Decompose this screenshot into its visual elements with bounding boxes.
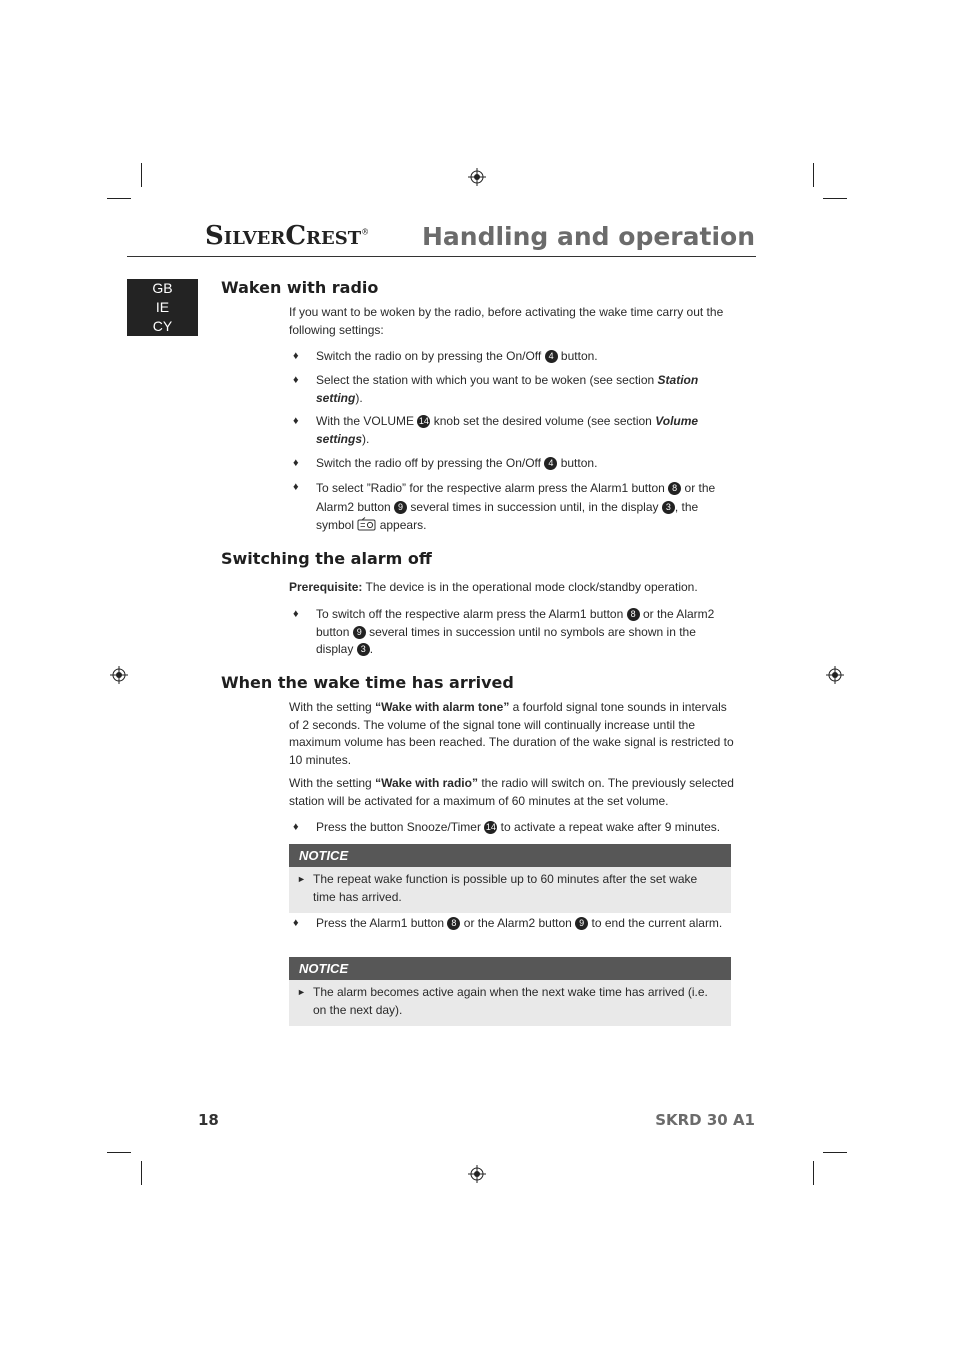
registration-mark-icon [110,666,128,684]
lang-code: GB [152,280,173,296]
list-item: ♦ To switch off the respective alarm press the Alarm1 button 8 or the Alarm2 button 9 several times in succession until no symbols are shown in the display 3 . [293,607,715,656]
notice-text: The alarm becomes active again when the next wake time has arrived (i.e. on the next day). [313,985,708,1017]
crop-mark [823,198,847,199]
callout-number: 14 [418,416,429,426]
list-item: ♦ Press the Alarm1 button 8 or the Alarm2 button 9 to end the current alarm. [289,915,734,933]
page-number: 18 [198,1111,219,1129]
notice-text: The repeat wake function is possible up to 60 minutes after the set wake time has arrived. [313,872,698,904]
lang-code: CY [152,318,173,334]
bullet-diamond-icon: ♦ [293,821,299,833]
arrow-right-icon: ► [297,987,306,997]
radio-symbol-icon [357,517,376,531]
section-intro: If you want to be woken by the radio, before activating the wake time carry out the following settings: [289,305,724,337]
header-divider [127,256,756,257]
section-reference: Volume settings [316,414,699,446]
callout-number: 3 [662,501,675,514]
callout-number: 9 [353,626,366,639]
crop-mark [107,198,131,199]
arrow-right-icon: ► [297,874,306,884]
bullet-diamond-icon: ♦ [293,481,299,493]
bullet-diamond-icon: ♦ [293,608,299,620]
callout-number: 4 [544,457,557,470]
list-item: ♦ To select ”Radio” for the respective alarm press the Alarm1 button 8 or the Alarm2 button 9 several times in succession until, in the display 3 , the symbol appears. [293,481,716,532]
callout-number: 8 [447,917,460,930]
callout-number: 4 [545,350,558,363]
bullet-diamond-icon: ♦ [293,374,299,386]
callout-number: 8 [668,482,681,495]
language-tab [127,279,198,336]
registration-mark-icon [468,1165,486,1183]
section-reference: Station setting [316,373,699,405]
model-number: SKRD 30 A1 [655,1111,755,1129]
bullet-diamond-icon: ♦ [293,350,299,362]
callout-number: 8 [627,608,640,621]
notice-title: NOTICE [289,957,731,980]
paragraph: With the setting “Wake with alarm tone” a fourfold signal tone sounds in intervals of 2 seconds. The volume of the signal tone will continually increase until the maximum volume has been reached. The duration of the wake signal is restricted to 10 minutes. [289,700,734,767]
bullet-diamond-icon: ♦ [293,917,299,929]
crop-mark [813,1161,814,1185]
page-title: Handling and operation [421,222,755,251]
crop-mark [813,163,814,187]
notice-box [289,957,731,1026]
crop-mark [107,1152,131,1153]
callout-number: 3 [357,643,370,656]
crop-mark [823,1152,847,1153]
registration-mark-icon [468,168,486,186]
lang-code: IE [155,299,170,315]
brand-name: SilverCrest [205,221,362,251]
list-item: ♦ Switch the radio on by pressing the On/Off 4 button. [289,348,734,366]
list-item: ♦ Switch the radio off by pressing the On/Off 4 button. [289,455,734,473]
registration-mark-icon [826,666,844,684]
notice-box [289,844,731,913]
callout-number: 14 [485,822,496,832]
section-heading-switching-alarm-off: Switching the alarm off [221,549,432,568]
bullet-diamond-icon: ♦ [293,457,299,469]
list-item: ♦ Select the station with which you want to be woken (see section Station setting). [293,373,699,405]
list-item: ♦ With the VOLUME 14 knob set the desired volume (see section Volume settings). [293,414,699,446]
section-heading-wake-time-arrived: When the wake time has arrived [221,673,514,692]
notice-title: NOTICE [289,844,731,867]
callout-number: 9 [394,501,407,514]
paragraph: With the setting “Wake with radio” the radio will switch on. The previously selected station will be activated for a maximum of 60 minutes at the set volume. [289,776,734,808]
crop-mark [141,1161,142,1185]
bullet-diamond-icon: ♦ [293,415,299,427]
section-heading-waken-with-radio: Waken with radio [221,278,379,297]
list-item: ♦ Press the button Snooze/Timer 14 to activate a repeat wake after 9 minutes. [289,819,734,837]
callout-number: 9 [575,917,588,930]
crop-mark [141,163,142,187]
brand-logo: SilverCrest® [205,221,370,251]
prerequisite: Prerequisite: The device is in the operational mode clock/standby operation. [289,580,698,594]
